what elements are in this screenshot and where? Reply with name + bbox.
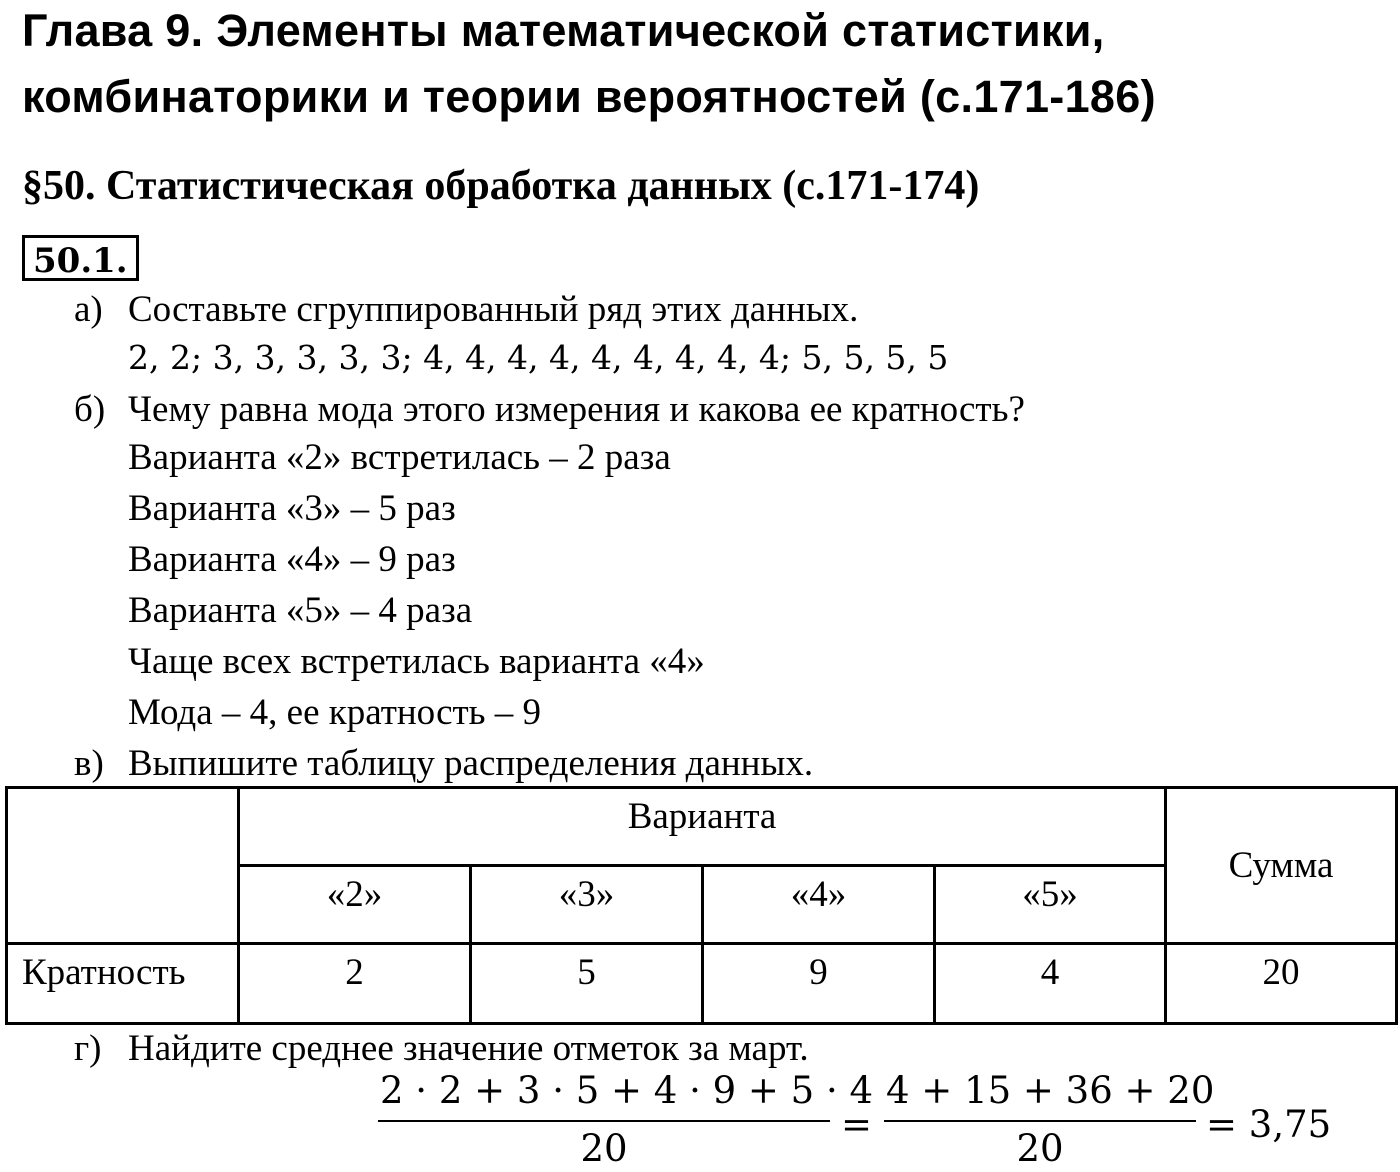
variant-cell: «4» xyxy=(703,866,935,944)
chapter-title-line-2: комбинаторики и теории вероятностей (с.171-186) xyxy=(22,71,1156,122)
row-label-multiplicity: Кратность xyxy=(7,944,239,1024)
count-cell: 4 xyxy=(935,944,1166,1024)
variant-cell: «5» xyxy=(935,866,1166,944)
most-frequent-variant: Чаще всех встретилась варианта «4» xyxy=(128,641,705,682)
chapter-title-line-1: Глава 9. Элементы математической статистики, xyxy=(22,5,1105,56)
table-corner-cell xyxy=(7,788,239,944)
count-cell: 5 xyxy=(471,944,703,1024)
fraction-weighted-sum xyxy=(378,1068,874,1172)
variant-5-count: Варианта «5» – 4 раза xyxy=(128,590,473,631)
variant-header: Варианта xyxy=(239,788,1166,866)
fraction-denominator: 20 xyxy=(580,1127,628,1170)
equals-sign xyxy=(1206,1102,1331,1148)
section-title: §50. Статистическая обработка данных (с.171-174) xyxy=(22,163,980,209)
table-row xyxy=(7,944,1397,1024)
part-c-question: Выпишите таблицу распределения данных. xyxy=(128,743,814,784)
mode-result: Мода – 4, ее кратность – 9 xyxy=(128,692,542,733)
part-d-marker: г) xyxy=(74,1028,102,1069)
variant-3-count: Варианта «3» – 5 раз xyxy=(128,488,456,529)
part-b-question: Чему равна мода этого измерения и какова ее кратность? xyxy=(128,389,1025,430)
distribution-table xyxy=(5,786,1398,1025)
variant-4-count: Варианта «4» – 9 раз xyxy=(128,539,456,580)
part-c-marker: в) xyxy=(74,743,104,784)
task-number-box: 50.1. xyxy=(22,235,139,281)
variant-cell: «2» xyxy=(239,866,471,944)
fraction-bar xyxy=(378,1120,830,1122)
sum-cell: 20 xyxy=(1166,944,1397,1024)
equals-sign: = xyxy=(841,1103,873,1146)
grouped-series: 2, 2; 3, 3, 3, 3, 3; 4, 4, 4, 4, 4, 4, 4, 4, 4; 5, 5, 5, 5 xyxy=(128,338,949,377)
equals-sign-symbol: = xyxy=(1206,1103,1238,1146)
part-a-marker: а) xyxy=(74,289,103,330)
fraction-bar xyxy=(884,1120,1196,1122)
part-a-question: Составьте сгруппированный ряд этих данных. xyxy=(128,289,859,330)
chapter-title xyxy=(22,0,1392,130)
count-cell: 2 xyxy=(239,944,471,1024)
variant-cell: «3» xyxy=(471,866,703,944)
mean-result: 3,75 xyxy=(1248,1103,1332,1146)
variant-2-count: Варианта «2» встретилась – 2 раза xyxy=(128,437,671,478)
sum-header: Сумма xyxy=(1166,788,1397,944)
part-d-question: Найдите среднее значение отметок за март. xyxy=(128,1028,809,1069)
fraction-products xyxy=(884,1068,1215,1172)
count-cell: 9 xyxy=(703,944,935,1024)
fraction-numerator: 4 + 15 + 36 + 20 xyxy=(886,1069,1215,1112)
part-b-marker: б) xyxy=(74,389,106,430)
table-header-row xyxy=(7,788,1397,866)
fraction-numerator: 2 · 2 + 3 · 5 + 4 · 9 + 5 · 4 xyxy=(380,1069,874,1112)
fraction-denominator: 20 xyxy=(1016,1127,1064,1170)
